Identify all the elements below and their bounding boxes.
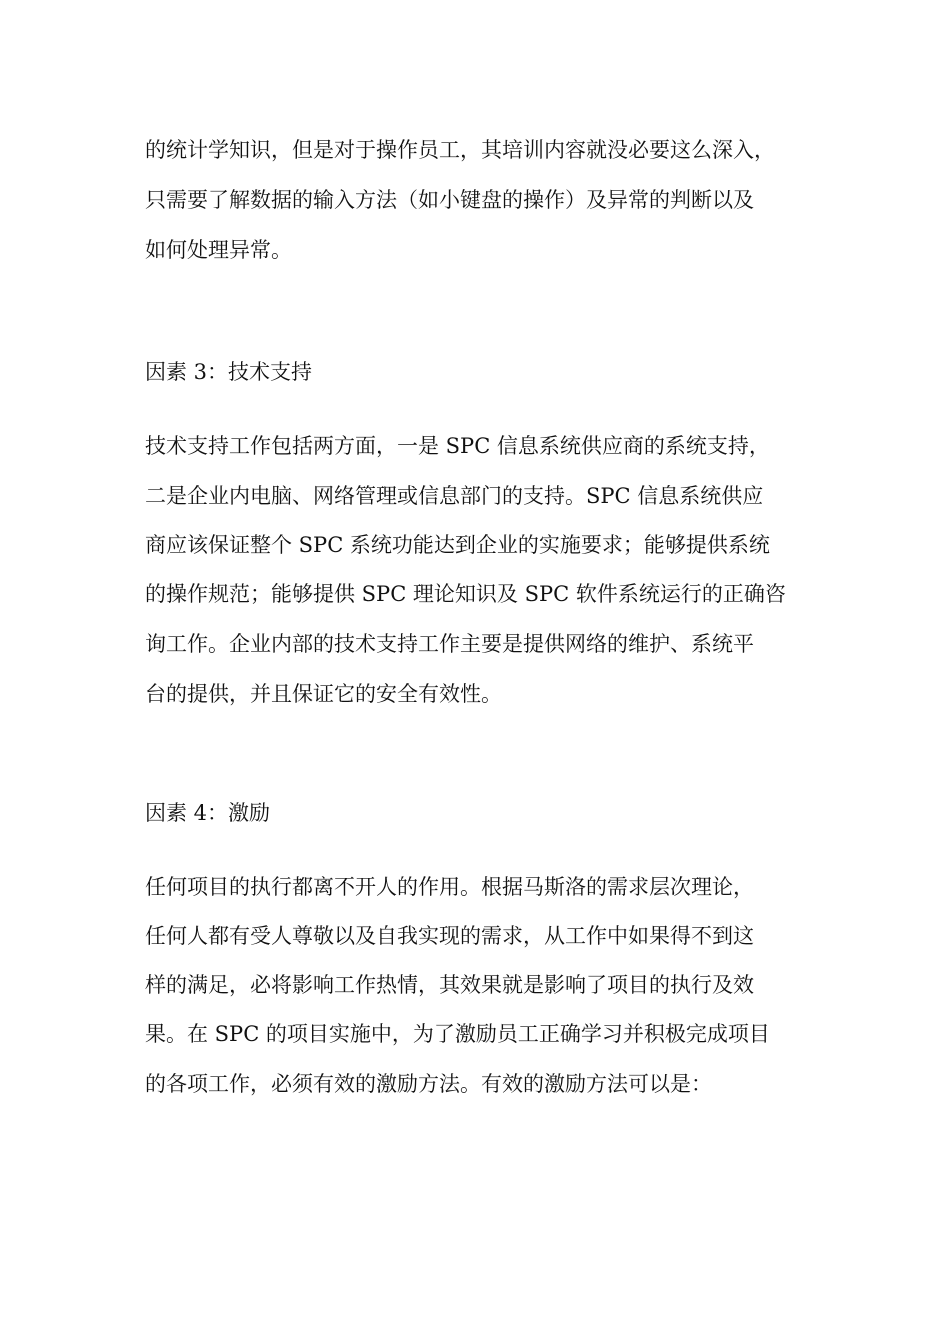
paragraph-motivation-line-3: 样的满足，必将影响工作热情，其效果就是影响了项目的执行及效 bbox=[145, 973, 754, 997]
paragraph-support-line-3: 商应该保证整个 SPC 系统功能达到企业的实施要求；能够提供系统 bbox=[145, 533, 770, 557]
heading-factor-3: 因素 3：技术支持 bbox=[145, 360, 313, 384]
paragraph-support-line-5: 询工作。企业内部的技术支持工作主要是提供网络的维护、系统平 bbox=[145, 632, 754, 656]
paragraph-motivation-line-2: 任何人都有受人尊敬以及自我实现的需求，从工作中如果得不到这 bbox=[145, 924, 754, 948]
paragraph-motivation-line-4: 果。在 SPC 的项目实施中，为了激励员工正确学习并积极完成项目 bbox=[145, 1022, 770, 1046]
paragraph-training-line-3: 如何处理异常。 bbox=[145, 238, 292, 262]
heading-factor-4: 因素 4：激励 bbox=[145, 801, 271, 825]
paragraph-motivation-line-1: 任何项目的执行都离不开人的作用。根据马斯洛的需求层次理论， bbox=[145, 875, 754, 899]
paragraph-support-line-6: 台的提供，并且保证它的安全有效性。 bbox=[145, 682, 502, 706]
paragraph-support-line-2: 二是企业内电脑、网络管理或信息部门的支持。SPC 信息系统供应 bbox=[145, 484, 764, 508]
paragraph-training-line-1: 的统计学知识，但是对于操作员工，其培训内容就没必要这么深入， bbox=[145, 138, 775, 162]
paragraph-motivation-line-5: 的各项工作，必须有效的激励方法。有效的激励方法可以是： bbox=[145, 1072, 712, 1096]
paragraph-support-line-4: 的操作规范；能够提供 SPC 理论知识及 SPC 软件系统运行的正确咨 bbox=[145, 582, 786, 606]
paragraph-support-line-1: 技术支持工作包括两方面，一是 SPC 信息系统供应商的系统支持， bbox=[145, 434, 770, 458]
paragraph-training-line-2: 只需要了解数据的输入方法（如小键盘的操作）及异常的判断以及 bbox=[145, 188, 754, 212]
